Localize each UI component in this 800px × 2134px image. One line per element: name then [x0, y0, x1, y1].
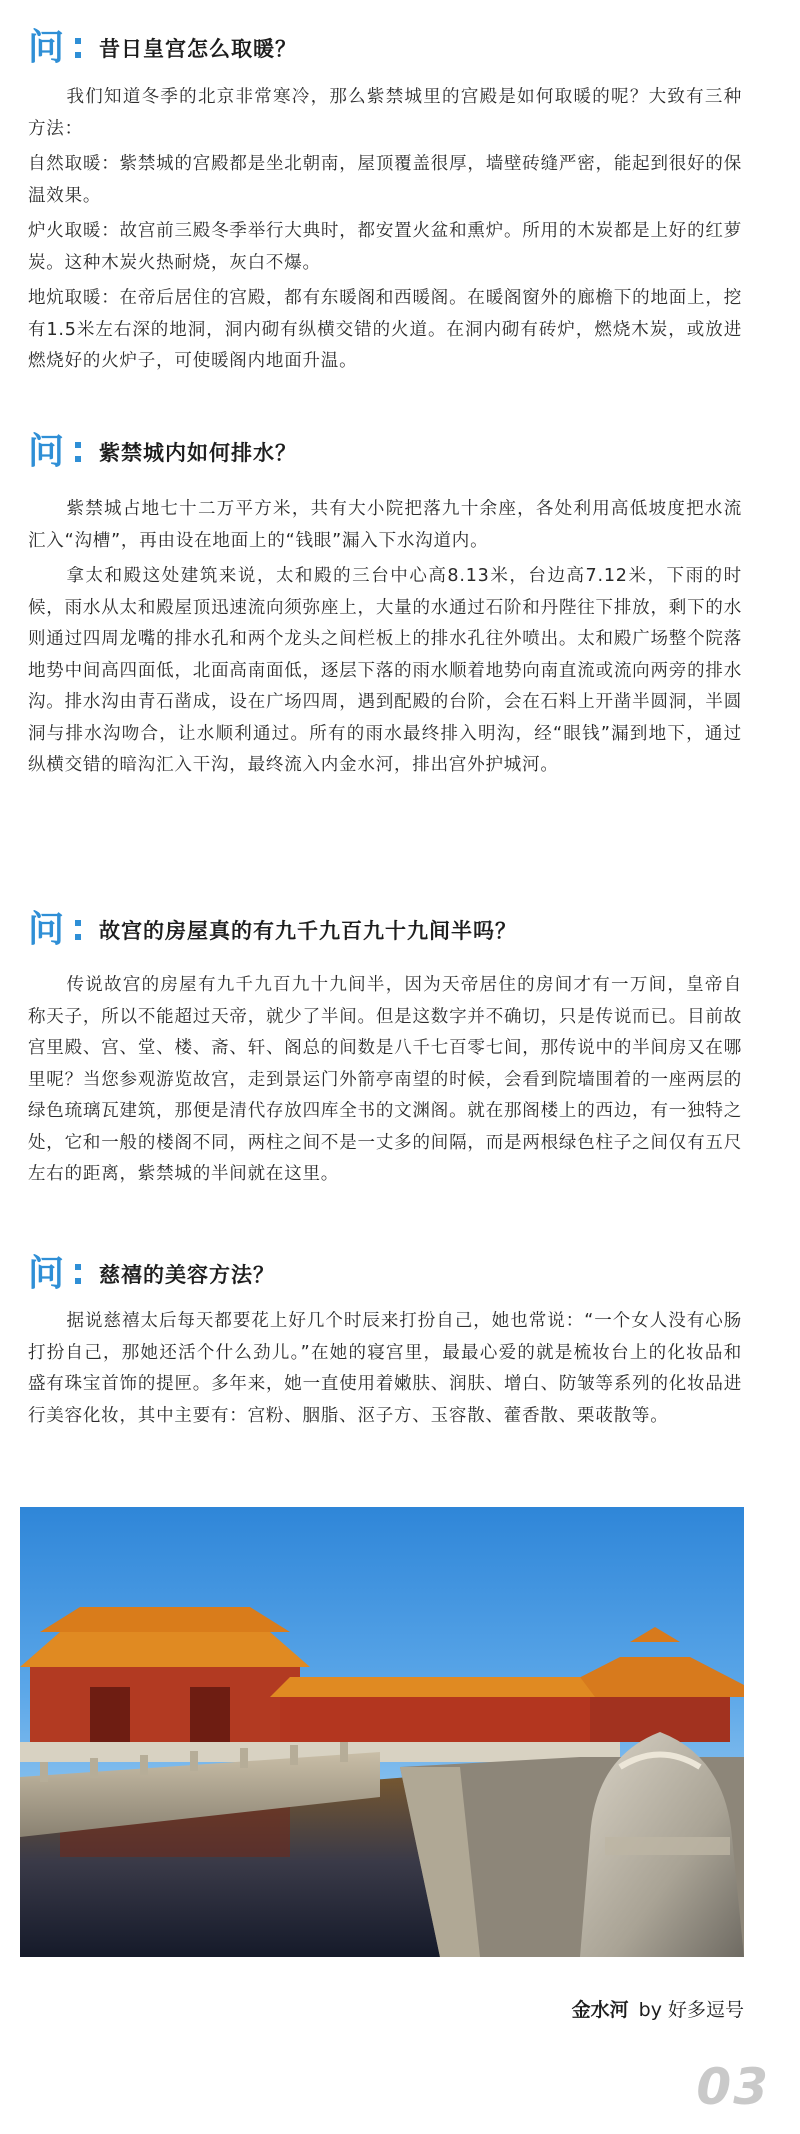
question-heading	[28, 906, 742, 954]
answer-body	[28, 82, 742, 378]
colon-icon	[75, 920, 81, 940]
question-title: 紫禁城内如何排水？	[99, 441, 298, 465]
question-mark: 问	[28, 909, 66, 950]
answer-body	[28, 970, 742, 1191]
page-number: 03	[696, 2058, 770, 2116]
forbidden-city-photo	[20, 1507, 744, 1957]
qa-section-beauty	[28, 1250, 742, 1436]
answer-body	[28, 494, 742, 782]
question-heading	[28, 1250, 742, 1298]
colon-icon	[75, 38, 81, 58]
question-mark: 问	[28, 1253, 66, 1294]
question-mark: 问	[28, 431, 66, 472]
paragraph: 炉火取暖：故宫前三殿冬季举行大典时，都安置火盆和熏炉。所用的木炭都是上好的红萝炭。这种木炭火热耐烧，灰白不爆。	[28, 221, 742, 273]
question-title: 故宫的房屋真的有九千九百九十九间半吗？	[99, 919, 518, 943]
question-heading	[28, 24, 742, 72]
question-title: 昔日皇宫怎么取暖？	[99, 37, 298, 61]
paragraph: 自然取暖：紫禁城的宫殿都是坐北朝南，屋顶覆盖很厚，墙壁砖缝严密，能起到很好的保温效果。	[28, 154, 742, 206]
question-title: 慈禧的美容方法？	[99, 1263, 276, 1287]
question-mark: 问	[28, 27, 66, 68]
paragraph: 拿太和殿这处建筑来说，太和殿的三台中心高8.13米，台边高7.12米，下雨的时候，雨水从太和殿屋顶迅速流向须弥座上，大量的水通过石阶和丹陛往下排放，剩下的水则通过四周龙嘴的排水孔和两个龙头之间栏板上的排水孔往外喷出。太和殿广场整个院落地势中间高四面低，北面高南面低，逐层下落的雨水顺着地势向南直流或流向两旁的排水沟。排水沟由青石凿成，设在广场四周，遇到配殿的台阶，会在石料上开凿半圆洞，半圆洞与排水沟吻合，让水顺利通过。所有的雨水最终排入明沟，经“眼钱”漏到地下，通过纵横交错的暗沟汇入干沟，最终流入内金水河，排出宫外护城河。	[28, 566, 742, 775]
colon-icon	[75, 1264, 81, 1284]
paragraph: 我们知道冬季的北京非常寒冷，那么紫禁城里的宫殿是如何取暖的呢？大致有三种方法：	[28, 87, 742, 139]
colon-icon	[75, 442, 81, 462]
photo-caption	[572, 1995, 744, 2022]
caption-credit: by 好多逗号	[638, 1999, 744, 2021]
caption-place: 金水河	[571, 1999, 629, 2021]
qa-section-rooms	[28, 906, 742, 1195]
paragraph: 紫禁城占地七十二万平方米，共有大小院把落九十余座，各处利用高低坡度把水流汇入“沟槽”，再由设在地面上的“钱眼”漏入下水沟道内。	[28, 499, 742, 551]
question-heading	[28, 428, 742, 476]
qa-section-drainage	[28, 428, 742, 786]
photo-illustration	[20, 1507, 744, 1957]
qa-section-heating	[28, 24, 742, 382]
paragraph: 地炕取暖：在帝后居住的宫殿，都有东暖阁和西暖阁。在暖阁窗外的廊檐下的地面上，挖有1.5米左右深的地洞，洞内砌有纵横交错的火道。在洞内砌有砖炉，燃烧木炭，或放进燃烧好的火炉子，可使暖阁内地面升温。	[28, 288, 742, 371]
answer-body	[28, 1306, 742, 1432]
paragraph: 传说故宫的房屋有九千九百九十九间半，因为天帝居住的房间才有一万间，皇帝自称天子，所以不能超过天帝，就少了半间。但是这数字并不确切，只是传说而已。目前故宫里殿、宫、堂、楼、斋、轩、阁总的间数是八千七百零七间，那传说中的半间房又在哪里呢？当您参观游览故宫，走到景运门外箭亭南望的时候，会看到院墙围着的一座两层的绿色琉璃瓦建筑，那便是清代存放四库全书的文渊阁。就在那阁楼上的西边，有一独特之处，它和一般的楼阁不同，两柱之间不是一丈多的间隔，而是两根绿色柱子之间仅有五尺左右的距离，紫禁城的半间就在这里。	[28, 975, 742, 1184]
paragraph: 据说慈禧太后每天都要花上好几个时辰来打扮自己，她也常说：“一个女人没有心肠打扮自己，那她还活个什么劲儿。”在她的寝宫里，最最心爱的就是梳妆台上的化妆品和盛有珠宝首饰的提匣。多年来，她一直使用着嫩肤、润肤、增白、防皱等系列的化妆品进行美容化妆，其中主要有：宫粉、胭脂、沤子方、玉容散、藿香散、栗荍散等。	[28, 1311, 742, 1426]
